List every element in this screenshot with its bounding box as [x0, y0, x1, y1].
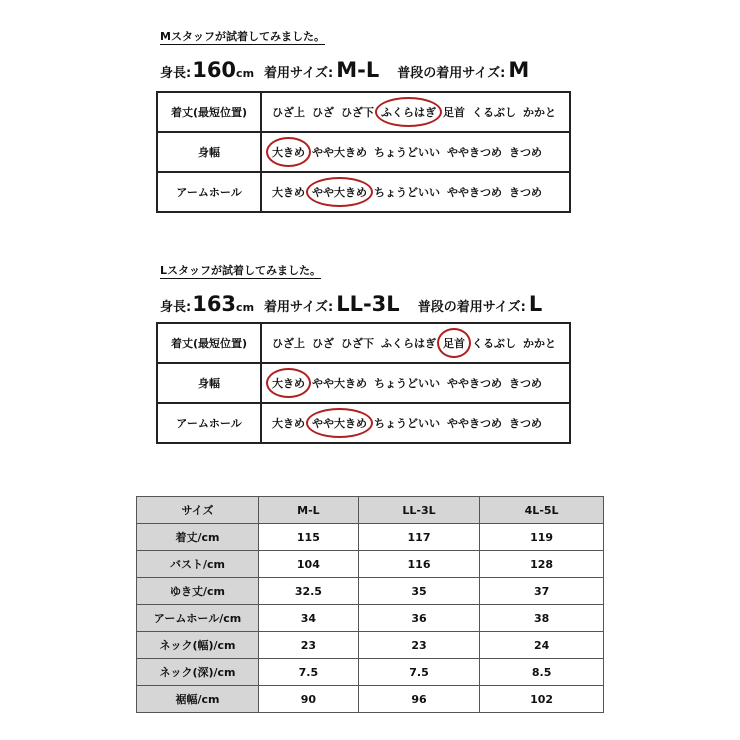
fit-option-selected: 大きめ: [272, 377, 305, 390]
row-label: 着丈(最短位置): [157, 92, 261, 132]
fit-row-length: [157, 323, 570, 363]
profile-m-staff: [160, 58, 529, 82]
size-chart-header: [137, 497, 604, 524]
fit-row-width: [157, 363, 570, 403]
header-cell: LL-3L: [358, 497, 479, 524]
fit-option: きつめ: [509, 377, 542, 390]
fit-option: ちょうどいい: [374, 186, 440, 199]
table-cell: 119: [480, 524, 604, 551]
table-cell: 24: [480, 632, 604, 659]
fit-options: [261, 323, 570, 363]
row-label: 身幅: [157, 132, 261, 172]
fit-option: ちょうどいい: [374, 417, 440, 430]
height-unit: cm: [236, 67, 255, 80]
table-cell: 35: [358, 578, 479, 605]
row-header-cell: ゆき丈/cm: [137, 578, 259, 605]
section-title-m-staff: Mスタッフが試着してみました。: [160, 30, 325, 43]
fit-option: ひざ上: [272, 106, 305, 119]
fit-options: [261, 132, 570, 172]
fit-option: くるぶし: [472, 106, 516, 119]
height-value: 160: [192, 58, 237, 82]
fit-options: [261, 363, 570, 403]
fit-option: ひざ: [312, 106, 334, 119]
usual-size-label: 普段の着用サイズ:: [397, 66, 506, 81]
fit-option: ややきつめ: [447, 377, 502, 390]
row-label: 身幅: [157, 363, 261, 403]
table-cell: 23: [358, 632, 479, 659]
table-cell: 23: [259, 632, 359, 659]
fit-option: きつめ: [509, 186, 542, 199]
table-row: [137, 578, 604, 605]
fit-option: ややきつめ: [447, 146, 502, 159]
table-cell: 38: [480, 605, 604, 632]
fit-option: やや大きめ: [312, 146, 367, 159]
section-title-l-staff: Lスタッフが試着してみました。: [160, 264, 322, 277]
row-header-cell: バスト/cm: [137, 551, 259, 578]
table-cell: 7.5: [358, 659, 479, 686]
fit-option: ひざ: [312, 337, 334, 350]
fit-option: きつめ: [509, 146, 542, 159]
height-label: 身長:: [160, 300, 192, 315]
fit-option: ちょうどいい: [374, 146, 440, 159]
height-label: 身長:: [160, 66, 192, 81]
table-row: [137, 659, 604, 686]
height-value: 163: [192, 292, 237, 316]
header-cell: サイズ: [137, 497, 259, 524]
row-label: アームホール: [157, 403, 261, 443]
fit-option: ややきつめ: [447, 186, 502, 199]
fit-option: ひざ上: [272, 337, 305, 350]
table-cell: 128: [480, 551, 604, 578]
size-chart-table: [136, 496, 604, 713]
fit-option: やや大きめ: [312, 377, 367, 390]
header-cell: M-L: [259, 497, 359, 524]
row-header-cell: ネック(深)/cm: [137, 659, 259, 686]
profile-l-staff: [160, 292, 542, 316]
fit-option: ちょうどいい: [374, 377, 440, 390]
table-cell: 102: [480, 686, 604, 713]
fit-row-armhole: [157, 403, 570, 443]
fit-option: 大きめ: [272, 417, 305, 430]
fit-table-l-staff: [156, 322, 571, 444]
row-header-cell: アームホール/cm: [137, 605, 259, 632]
row-label: アームホール: [157, 172, 261, 212]
row-header-cell: 裾幅/cm: [137, 686, 259, 713]
row-label: 着丈(最短位置): [157, 323, 261, 363]
table-cell: 8.5: [480, 659, 604, 686]
table-row: [137, 524, 604, 551]
fit-option: かかと: [523, 106, 556, 119]
worn-size-label: 着用サイズ:: [264, 300, 334, 315]
table-row: [137, 686, 604, 713]
fit-option: かかと: [523, 337, 556, 350]
fit-option: 足首: [443, 106, 465, 119]
usual-size-value: M: [508, 58, 530, 82]
table-cell: 37: [480, 578, 604, 605]
worn-size-value: M-L: [336, 58, 380, 82]
header-cell: 4L-5L: [480, 497, 604, 524]
fit-option: 大きめ: [272, 186, 305, 199]
fit-row-armhole: [157, 172, 570, 212]
fit-option: ひざ下: [341, 337, 374, 350]
table-cell: 116: [358, 551, 479, 578]
table-row: [137, 605, 604, 632]
table-cell: 104: [259, 551, 359, 578]
table-row: [137, 632, 604, 659]
fit-row-length: [157, 92, 570, 132]
table-cell: 7.5: [259, 659, 359, 686]
fit-option: ひざ下: [341, 106, 374, 119]
row-header-cell: 着丈/cm: [137, 524, 259, 551]
worn-size-value: LL-3L: [336, 292, 400, 316]
fit-options: [261, 403, 570, 443]
fit-table-m-staff: [156, 91, 571, 213]
fit-option-selected: ふくらはぎ: [381, 106, 436, 119]
table-cell: 115: [259, 524, 359, 551]
table-cell: 34: [259, 605, 359, 632]
fit-options: [261, 92, 570, 132]
worn-size-label: 着用サイズ:: [264, 66, 334, 81]
height-unit: cm: [236, 301, 255, 314]
fit-option: くるぶし: [472, 337, 516, 350]
table-row: [137, 551, 604, 578]
fit-option: きつめ: [509, 417, 542, 430]
fit-options: [261, 172, 570, 212]
fit-option-selected: やや大きめ: [312, 417, 367, 430]
fit-option-selected: やや大きめ: [312, 186, 367, 199]
fit-option: ふくらはぎ: [381, 337, 436, 350]
fit-option-selected: 大きめ: [272, 146, 305, 159]
fit-row-width: [157, 132, 570, 172]
table-cell: 90: [259, 686, 359, 713]
fit-option: ややきつめ: [447, 417, 502, 430]
size-chart-body: [137, 524, 604, 713]
row-header-cell: ネック(幅)/cm: [137, 632, 259, 659]
table-cell: 32.5: [259, 578, 359, 605]
fit-option-selected: 足首: [443, 337, 465, 350]
table-cell: 117: [358, 524, 479, 551]
usual-size-label: 普段の着用サイズ:: [417, 300, 526, 315]
usual-size-value: L: [528, 292, 543, 316]
table-cell: 36: [358, 605, 479, 632]
table-cell: 96: [358, 686, 479, 713]
